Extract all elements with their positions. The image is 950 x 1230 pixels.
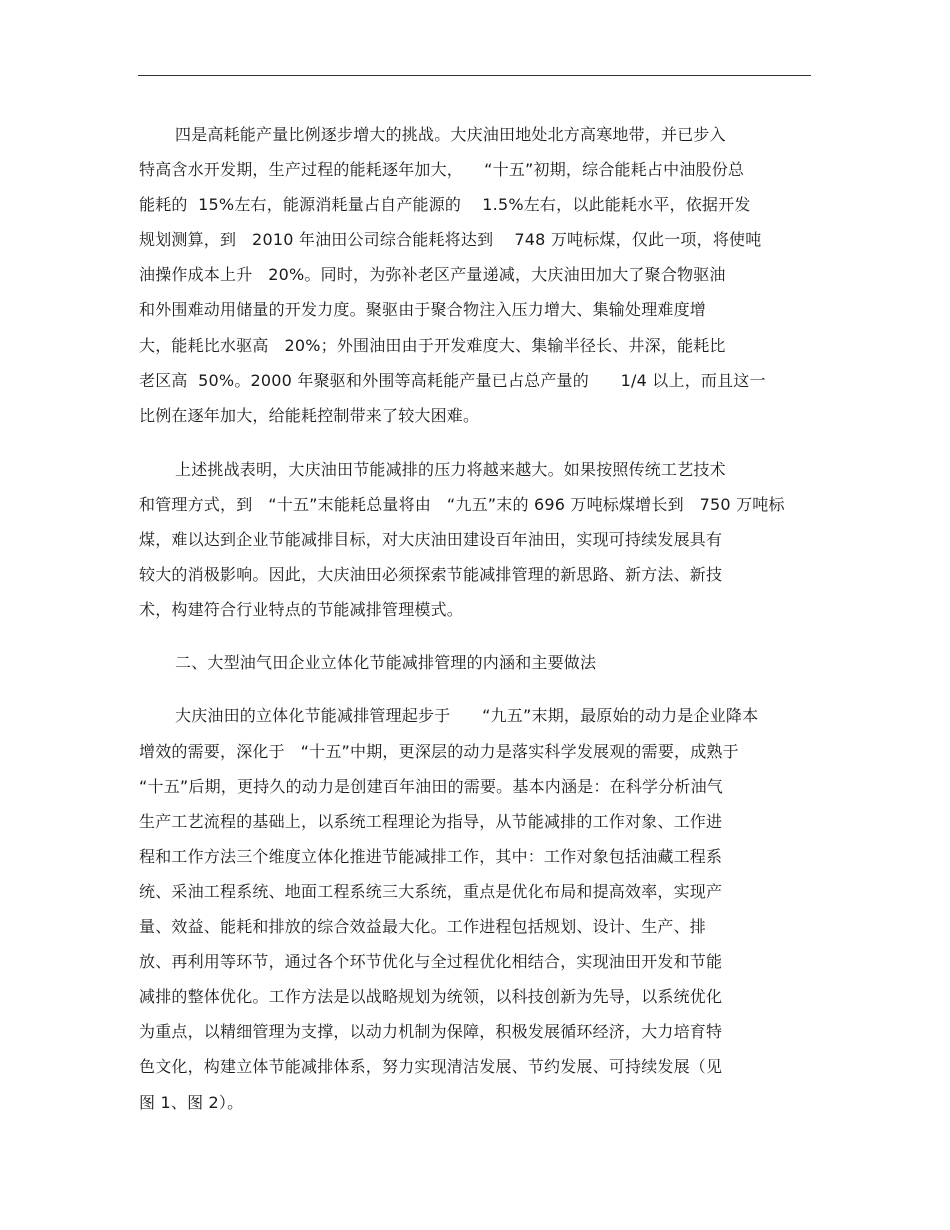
text-line: 和外围难动用储量的开发力度。聚驱由于聚合物注入压力增大、集输处理难度增 [139, 300, 707, 319]
text-line: 比例在逐年加大，给能耗控制带来了较大困难。 [139, 406, 480, 425]
section-heading: 二、大型油气田企业立体化节能减排管理的内涵和主要做法 [175, 653, 597, 672]
text-line: 程和工作方法三个维度立体化推进节能减排工作，其中：工作对象包括油藏工程系 [139, 847, 723, 866]
text-line: 特高含水开发期，生产过程的能耗逐年加大， “十五”初期，综合能耗占中油股份总 [139, 160, 745, 179]
text-line: 图 1、图 2）。 [139, 1093, 244, 1112]
text-line: 煤，难以达到企业节能减排目标，对大庆油田建设百年油田，实现可持续发展具有 [139, 530, 723, 549]
text-line: 较大的消极影响。因此，大庆油田必须探索节能减排管理的新思路、新方法、新技 [139, 565, 723, 584]
header-rule [138, 75, 811, 76]
text-line: 和管理方式，到 “十五”末能耗总量将由 “九五”末的 696 万吨标煤增长到 750 万吨标 [139, 495, 785, 514]
text-line: 能耗的 15%左右，能源消耗量占自产能源的 1.5%左右，以此能耗水平，依据开发 [139, 195, 751, 214]
text-line: 增效的需要，深化于 “十五”中期，更深层的动力是落实科学发展观的需要，成熟于 [139, 742, 739, 761]
text-line: 色文化，构建立体节能减排体系，努力实现清洁发展、节约发展、可持续发展（见 [139, 1057, 723, 1076]
text-line: 四是高耗能产量比例逐步增大的挑战。大庆油田地处北方高寒地带，并已步入 [175, 125, 726, 144]
text-line: 老区高 50%。2000 年聚驱和外围等高耗能产量已占总产量的 1/4 以上，而且这一 [139, 371, 766, 390]
text-line: 大庆油田的立体化节能减排管理起步于 “九五”末期，最原始的动力是企业降本 [175, 706, 759, 725]
text-line: 油操作成本上升 20%。同时，为弥补老区产量递减，大庆油田加大了聚合物驱油 [139, 265, 726, 284]
text-line: 术，构建符合行业特点的节能减排管理模式。 [139, 600, 464, 619]
text-line: 放、再利用等环节，通过各个环节优化与全过程优化相结合，实现油田开发和节能 [139, 952, 723, 971]
text-line: 上述挑战表明，大庆油田节能减排的压力将越来越大。如果按照传统工艺技术 [175, 460, 726, 479]
text-line: 为重点，以精细管理为支撑，以动力机制为保障，积极发展循环经济，大力培育特 [139, 1022, 723, 1041]
text-line: 大，能耗比水驱高 20%；外围油田由于开发难度大、集输半径长、井深，能耗比 [139, 336, 726, 355]
text-line: 规划测算，到 2010 年油田公司综合能耗将达到 748 万吨标煤，仅此一项，将使吨 [139, 230, 762, 249]
text-line: “十五”后期，更持久的动力是创建百年油田的需要。基本内涵是：在科学分析油气 [139, 777, 723, 796]
text-line: 量、效益、能耗和排放的综合效益最大化。工作进程包括规划、设计、生产、排 [139, 917, 707, 936]
text-line: 统、采油工程系统、地面工程系统三大系统，重点是优化布局和提高效率，实现产 [139, 882, 723, 901]
text-line: 减排的整体优化。工作方法是以战略规划为统领，以科技创新为先导，以系统优化 [139, 987, 723, 1006]
text-line: 生产工艺流程的基础上，以系统工程理论为指导，从节能减排的工作对象、工作进 [139, 812, 723, 831]
